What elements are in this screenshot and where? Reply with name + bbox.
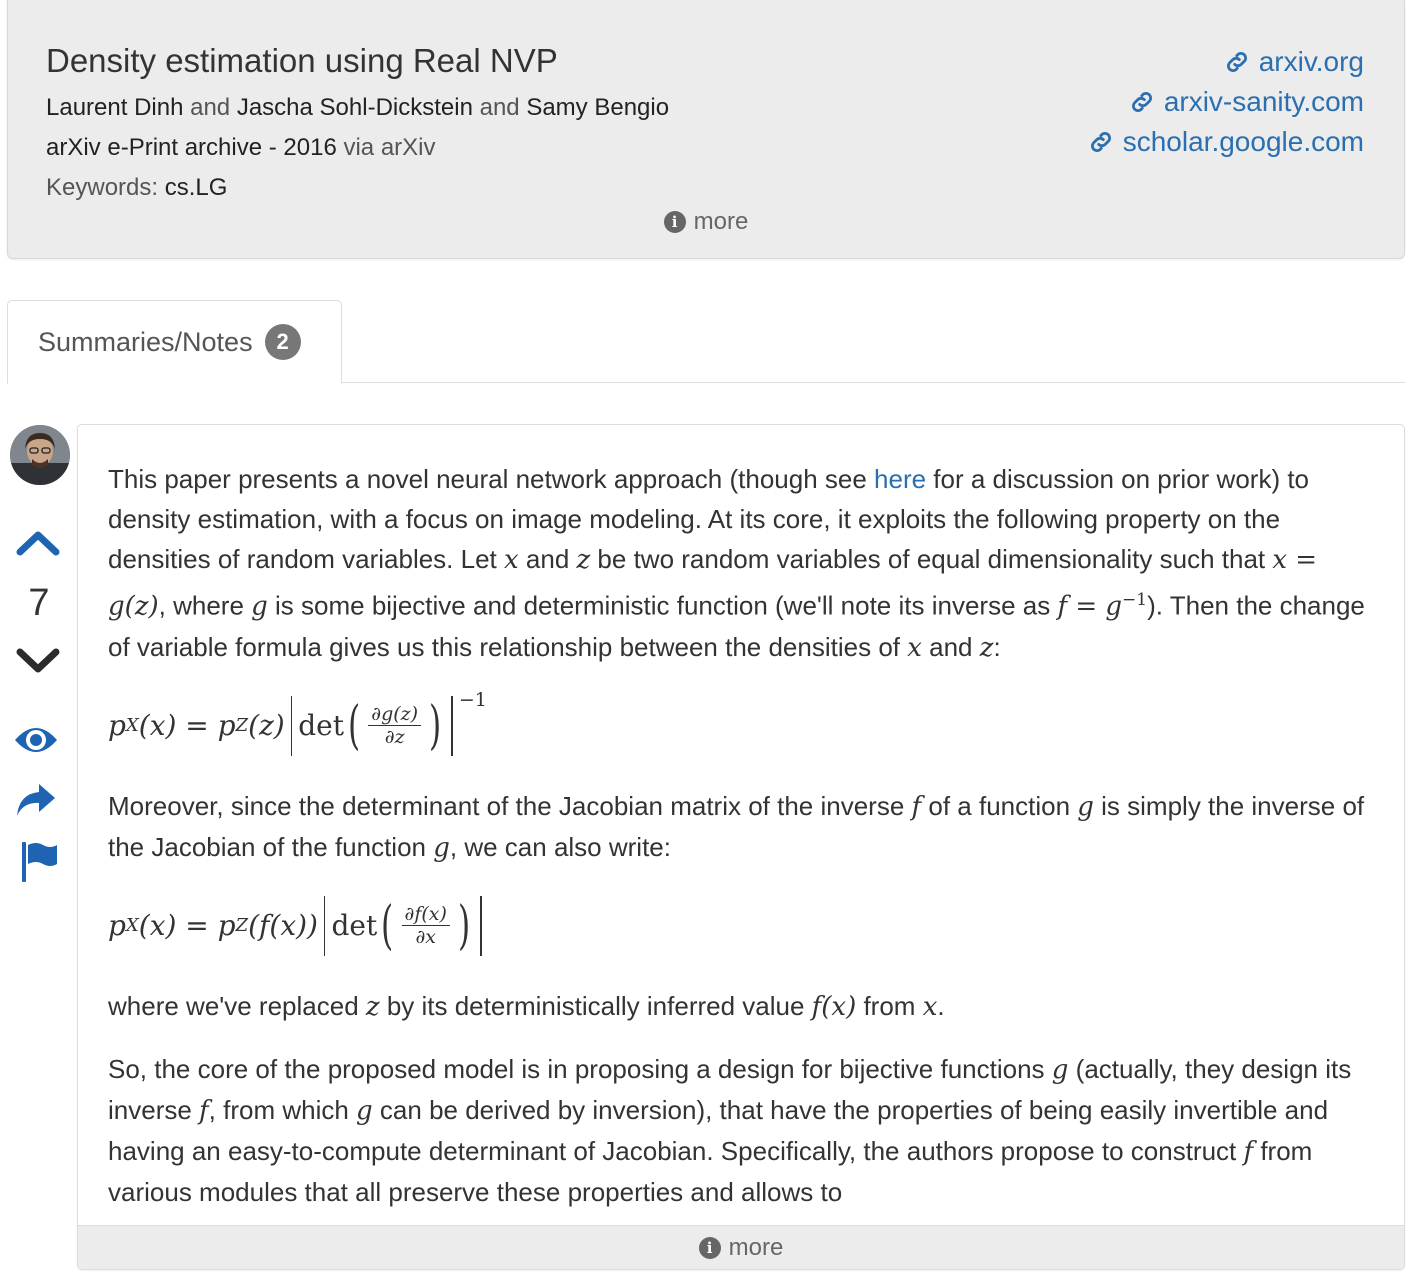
share-icon[interactable] [15,780,57,818]
summary-card [77,424,1405,1270]
author-separator: and [479,94,520,121]
math-var: g [1051,1054,1069,1085]
summary-text: So, the core of the proposed model is in proposing a design for bijective functions [108,1053,1052,1084]
equation-change-of-variable [108,690,1383,762]
summary-text: for a discussion on prior work) to density estimation, with a focus on image modeling. At its core, it exploits the following property on the densities of random variables. Let [108,464,1310,574]
summary-text: where we've replaced [108,990,366,1021]
math-subscript: Z [235,714,249,736]
info-icon: i [664,211,686,233]
count-badge: 2 [265,324,301,360]
math-expr: x = g(z) [108,545,1318,622]
paper-card [7,0,1405,259]
external-link-scholar[interactable] [1087,122,1364,162]
paper-more-button[interactable] [8,206,1404,238]
external-link-arxiv-sanity[interactable] [1087,82,1364,122]
abs-bar [451,696,453,756]
paper-authors [46,94,669,122]
summary-paragraph [108,986,1383,1027]
summary-text: , where [158,590,252,621]
fraction-denominator: ∂z [384,726,405,749]
math-var: x [922,991,938,1022]
math-fraction [402,903,450,948]
author-link[interactable]: Samy Bengio [526,94,670,121]
math-symbol: p [108,908,126,942]
summary-text: : [993,631,1001,662]
fraction-numerator: ∂g(z) [368,703,421,726]
math-operator: det [331,908,378,942]
keyword-link[interactable]: cs.LG [164,174,228,201]
prior-work-link[interactable]: here [874,464,927,494]
math-var: x [504,545,519,575]
summary-text: . [937,990,945,1021]
math-operator: det [298,708,344,742]
math-expr: (f(x)) [248,908,318,942]
keywords-label: Keywords: [46,174,159,201]
summary-text: (actually, they design its inverse [108,1053,1352,1125]
author-link[interactable]: Laurent Dinh [46,94,184,121]
fraction-denominator: ∂x [415,926,436,949]
summary-text: of a function [921,790,1078,821]
external-link-arxiv[interactable] [1087,42,1364,82]
summary-text: , from which [208,1094,357,1125]
info-icon: i [699,1237,721,1259]
right-paren: ) [457,895,471,956]
summary-text: be two random variables of equal dimensionality such that [590,544,1273,574]
user-avatar-icon [10,425,70,485]
summary-paragraph [108,459,1383,668]
summary-body [108,459,1383,1234]
external-links [1087,42,1364,162]
math-var: x [907,632,922,663]
summary-text: This paper presents a novel neural network approach (though see [108,464,875,494]
math-var: f [911,791,922,822]
abs-bar [291,696,293,756]
flag-icon[interactable] [19,840,59,884]
summary-text: Moreover, since the determinant of the Jacobian matrix of the inverse [108,790,912,821]
abs-bar [324,896,326,956]
link-icon [1128,88,1156,116]
left-paren: ( [381,895,394,956]
summary-paragraph [108,786,1383,868]
summary-paragraph [108,1049,1383,1212]
math-subscript: X [125,914,139,936]
math-var: z [576,545,591,575]
summary-text: by its deterministically inferred value [379,990,812,1021]
more-label: more [728,1233,784,1261]
math-symbol: p [108,708,126,742]
summary-text: and [921,631,980,662]
tab-label: Summaries/Notes [38,326,253,357]
math-subscript: Z [235,914,249,936]
eye-icon[interactable] [13,722,59,758]
summary-text: , we can also write: [449,831,671,862]
math-exponent: −1 [1122,590,1148,610]
avatar[interactable] [10,425,70,485]
summary-text: is some bijective and deterministic function (we'll note its inverse as [267,590,1058,621]
math-var: g [356,1095,373,1126]
venue-via: via arXiv [343,134,436,161]
math-var: f [199,1095,209,1126]
math-var: z [979,632,994,663]
summary-more-button[interactable] [78,1225,1404,1269]
math-expr: (x) = p [138,908,236,942]
math-expr: (z) [248,708,285,742]
summary-text: and [518,544,577,574]
math-fraction [368,703,421,748]
summary-text: from [856,990,923,1021]
equation-inverse-form [108,890,1383,962]
upvote-chevron-up-icon[interactable] [16,528,60,558]
summary-text: from various modules that all preserve these properties and allows to [108,1135,1313,1207]
math-var: f [1243,1136,1254,1167]
link-icon [1223,48,1251,76]
more-label: more [693,208,749,235]
venue-link[interactable]: arXiv e-Print archive - 2016 [46,134,337,161]
vote-count: 7 [28,582,50,624]
external-link-label: arxiv.org [1258,46,1364,77]
left-paren: ( [348,695,361,756]
math-expr: f(x) [811,991,857,1022]
paper-keywords [46,174,227,202]
external-link-label: scholar.google.com [1122,126,1364,157]
fraction-numerator: ∂f(x) [402,903,450,926]
summary-text: can be derived by inversion), that have the properties of being easily invertible and having an easy-to-compute determinant of Jacobian. Specifically, the authors propose to construct [108,1094,1329,1166]
math-exponent: −1 [458,688,487,711]
math-var: g [433,832,450,863]
downvote-chevron-down-icon[interactable] [16,646,60,676]
summary-text: is simply the inverse of the Jacobian of the function [108,790,1365,862]
author-separator: and [190,94,231,121]
link-icon [1087,128,1115,156]
external-link-label: arxiv-sanity.com [1163,86,1364,117]
paper-venue [46,134,436,162]
right-paren: ) [429,695,442,756]
math-var: z [365,991,380,1022]
math-var: g [251,591,268,622]
math-expr: f = g [1057,591,1123,622]
summary-text: ). Then the change of variable formula gives us this relationship between the densities of [108,590,1365,662]
math-expr: (x) = p [138,708,236,742]
paper-title: Density estimation using Real NVP [46,42,558,79]
math-subscript: X [125,714,139,736]
tab-summaries-notes[interactable] [7,300,342,384]
author-link[interactable]: Jascha Sohl-Dickstein [236,94,473,121]
abs-bar [480,896,482,956]
math-var: g [1077,791,1094,822]
